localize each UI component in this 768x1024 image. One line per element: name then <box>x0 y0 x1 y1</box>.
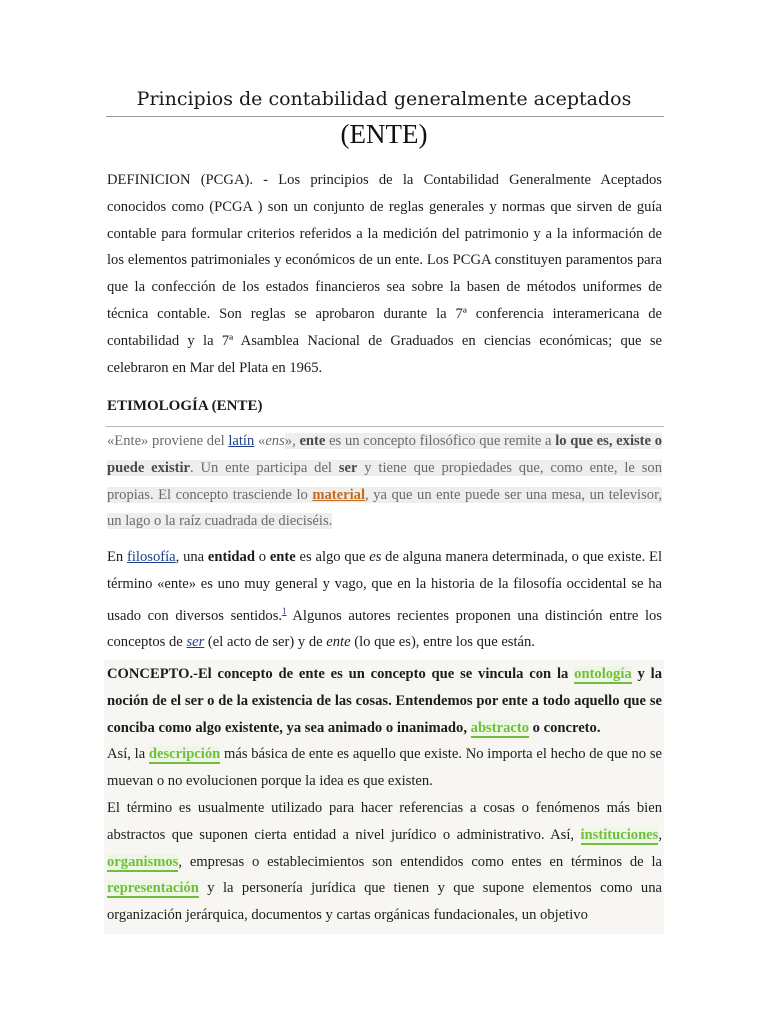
link-abstracto[interactable]: abstracto <box>470 719 530 736</box>
philosophy-es: es <box>369 549 382 565</box>
philosophy-ente: ente <box>269 549 296 565</box>
etymology-text: « <box>254 433 266 449</box>
concept-text: El término es usualmente utilizado para hacer referencias a cosas o fenómenos más bien abstractos que suponen cierta entidad a nivel jurídico o administrativo. Así, <box>107 799 662 843</box>
concept-text: y la personería jurídica que tienen y que supone elementos como una organización jerárquica, documentos y cartas orgánicas fundacionales, un objetivo <box>107 880 662 924</box>
philosophy-paragraph <box>107 544 662 656</box>
link-material[interactable]: material <box>312 486 366 503</box>
etymology-divider <box>106 426 664 427</box>
link-ontologia[interactable]: ontología <box>574 666 632 682</box>
philosophy-text: , una <box>175 549 208 565</box>
concept-text: Así, la <box>107 746 149 763</box>
etymology-bold: lo que es, existe o puede existir <box>107 433 663 476</box>
philosophy-text: (lo que es), entre los que están. <box>350 634 535 651</box>
concept-bold-text: y la noción de el ser o de la existencia de las cosas. Entendemos por ente a todo aquello que se conciba como algo existente, ya sea animado o inanimado, <box>107 666 662 736</box>
concept-bold-text: o concreto. <box>529 719 601 736</box>
etymology-text: , ya que un ente puede ser una mesa, un televisor, un lago o la raíz cuadrada de dieciséis. <box>107 486 663 530</box>
philosophy-text: En <box>107 549 127 565</box>
document-title: Principios de contabilidad generalmente aceptados <box>136 88 632 110</box>
concept-text: , <box>658 826 662 843</box>
philosophy-text: es algo que <box>295 549 370 565</box>
concept-text: más básica de ente es aquello que existe. No importa el hecho de que no se muevan o no evolucionen porque la idea es que existen. <box>107 746 662 790</box>
link-representacion[interactable]: representación <box>107 880 199 897</box>
title-divider <box>106 116 664 117</box>
definition-paragraph: DEFINICION (PCGA). - Los principios de la Contabilidad Generalmente Aceptados conocidos como (PCGA ) son un conjunto de reglas generales y normas que sirven de guía contable para formular criterios referidos a la medición del patrimonio y a la información de los elementos patrimoniales y económicos de un ente. Los PCGA constituyen paramentos para que la confección de los estados financieros sea sobre la basen de métodos uniformes de técnica contable. Son reglas se aprobaron durante la 7ª conferencia interamericana de contabilidad y la 7ª Asamblea Nacional de Graduados en ciencias económicas; que se celebraron en Mar del Plata en 1965. <box>107 172 662 376</box>
etymology-text: «Ente» proviene del <box>107 433 229 449</box>
document-subtitle: (ENTE) <box>340 119 428 149</box>
philosophy-text: Algunos autores recientes proponen una distinción entre los conceptos de <box>107 607 662 651</box>
link-filosofia[interactable]: filosofía <box>127 549 176 565</box>
philosophy-text: de alguna manera determinada, o que existe. El término «ente» es uno muy general y vago, que en la historia de la filosofía occidental se ha usado con diversos sentidos. <box>107 549 662 624</box>
link-ser[interactable] <box>186 634 204 650</box>
philosophy-entidad: entidad <box>207 549 255 565</box>
etymology-text: es un concepto filosófico que remite a <box>325 433 556 449</box>
link-ser-text: ser <box>186 634 205 651</box>
link-descripcion[interactable]: descripción <box>148 746 221 763</box>
link-organismos[interactable]: organismos <box>107 853 179 870</box>
etymology-paragraph <box>107 428 662 535</box>
etymology-text: . Un ente participa del <box>190 459 339 476</box>
etymology-ens: ens <box>265 433 285 449</box>
etymology-ser: ser <box>338 459 358 476</box>
link-instituciones[interactable]: instituciones <box>580 826 659 843</box>
etymology-text: y tiene que propiedades que, como ente, le son propias. El concepto trasciende lo <box>107 459 662 503</box>
etymology-text: », <box>284 433 300 449</box>
concept-paragraph <box>107 661 662 929</box>
link-latin[interactable]: latín <box>228 433 255 449</box>
etymology-heading: ETIMOLOGÍA (ENTE) <box>107 398 263 414</box>
concept-bold-text: CONCEPTO.-El concepto de ente es un concepto que se vincula con la <box>107 666 575 682</box>
footnote-link[interactable]: 1 <box>282 605 287 616</box>
concept-text: , empresas o establecimientos son entendidos como entes en términos de la <box>178 853 662 870</box>
philosophy-text: o <box>254 549 270 565</box>
philosophy-ente-italic: ente <box>326 634 351 651</box>
philosophy-text: (el acto de ser) y de <box>204 634 327 651</box>
etymology-ente: ente <box>299 433 326 449</box>
